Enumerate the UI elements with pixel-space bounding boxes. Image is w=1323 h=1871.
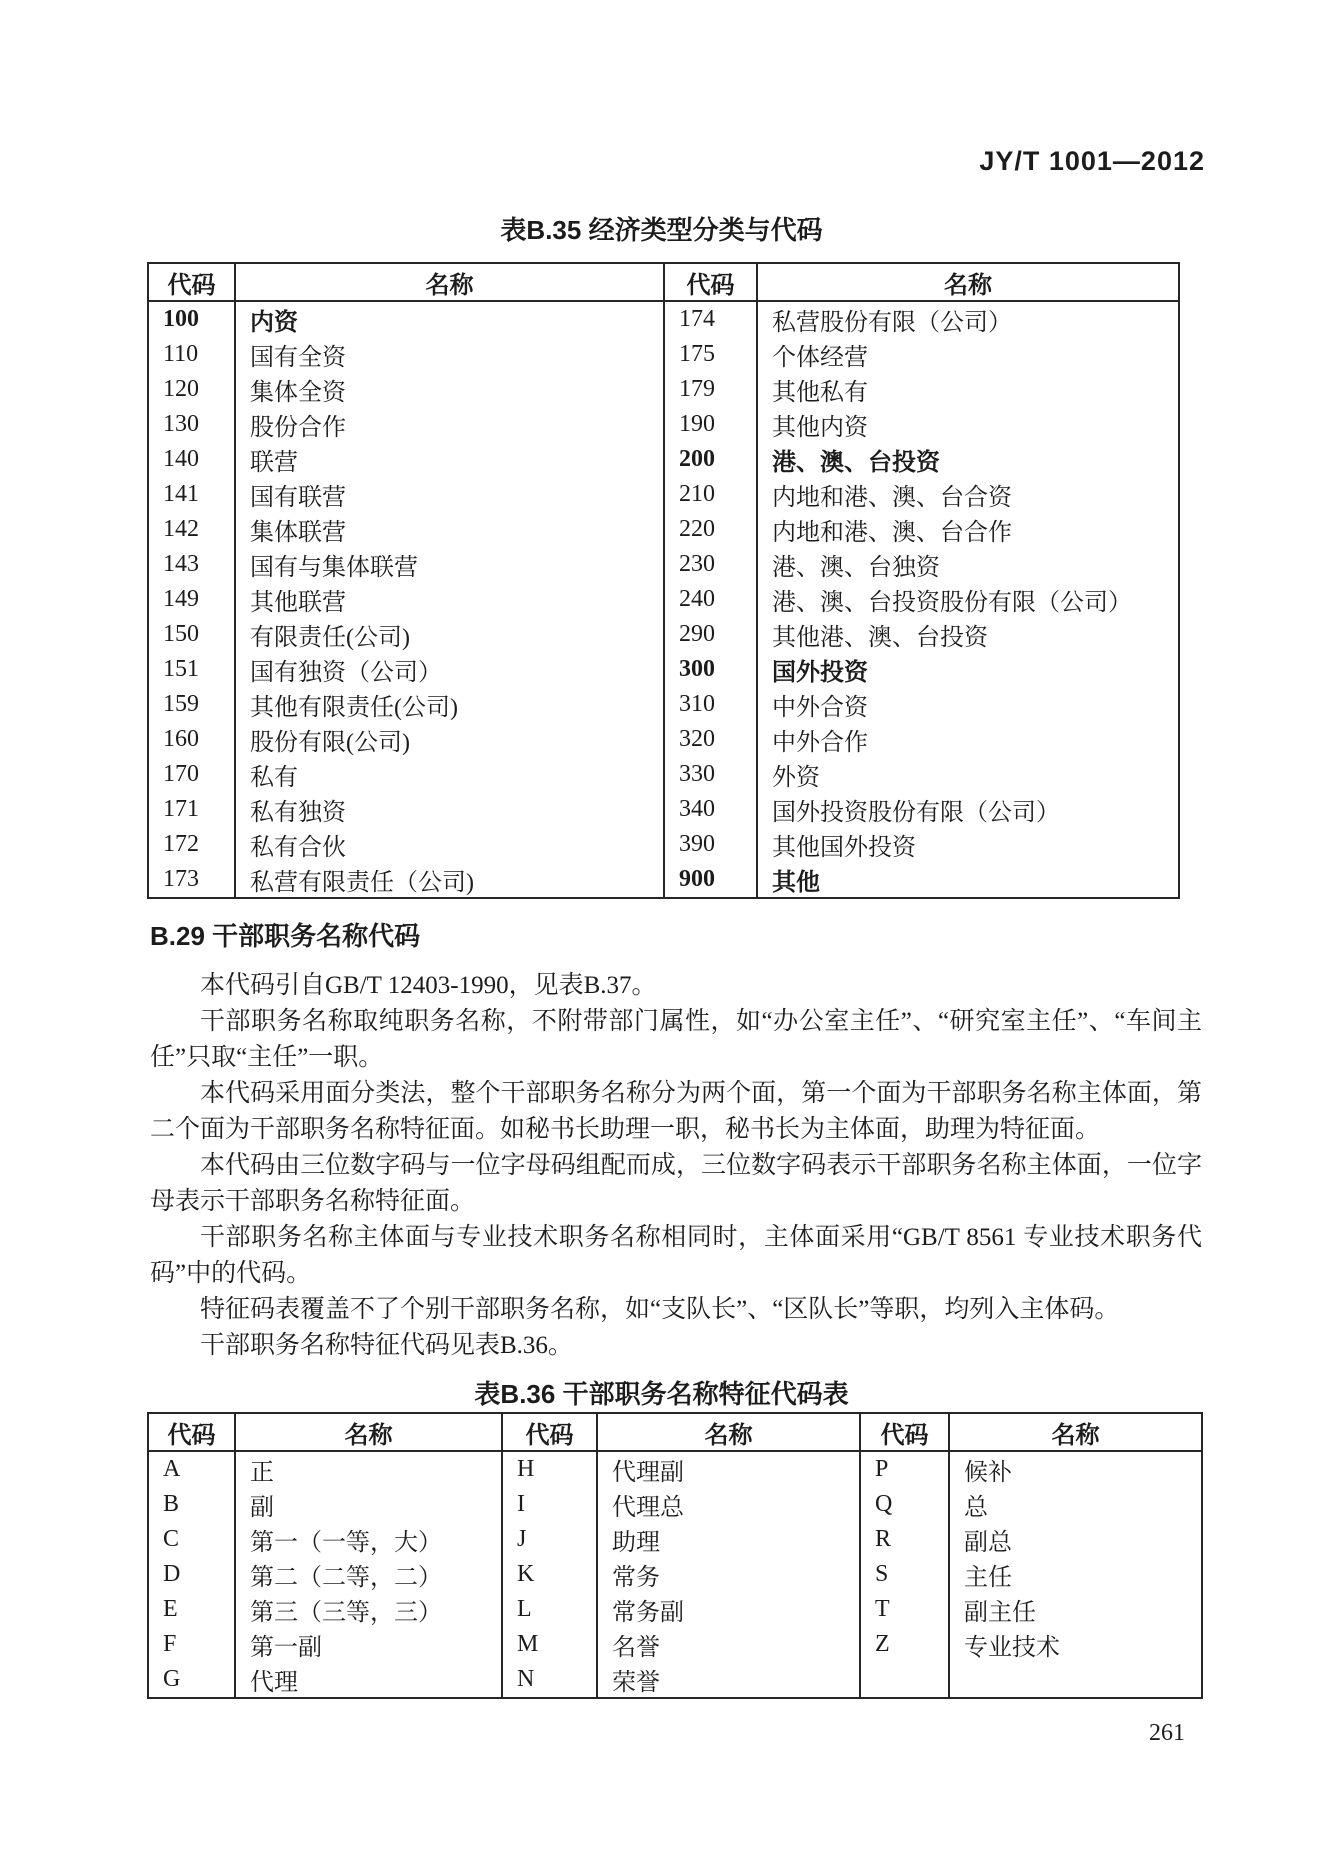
name-cell: 内地和港、澳、台合作 [757, 512, 1179, 547]
table-row [148, 1592, 1202, 1627]
name-cell: 第三（三等，三） [235, 1592, 502, 1627]
standard-number-header: JY/T 1001—2012 [979, 146, 1205, 176]
code-cell: 340 [664, 792, 757, 827]
name-cell: 代理 [235, 1662, 502, 1698]
name-cell: 其他 [757, 862, 1179, 898]
name-cell: 代理副 [597, 1451, 860, 1487]
table-row [148, 582, 1179, 617]
col-header-code: 代码 [860, 1413, 949, 1451]
code-cell: 100 [148, 301, 235, 337]
code-cell: 120 [148, 372, 235, 407]
code-cell: 150 [148, 617, 235, 652]
name-cell: 私有独资 [235, 792, 664, 827]
table-row [148, 652, 1179, 687]
name-cell: 副总 [949, 1522, 1202, 1557]
name-cell: 其他内资 [757, 407, 1179, 442]
table-row [148, 862, 1179, 898]
code-cell: 190 [664, 407, 757, 442]
name-cell: 常务 [597, 1557, 860, 1592]
table-row [148, 512, 1179, 547]
name-cell: 私营股份有限（公司） [757, 301, 1179, 337]
section-b29-paragraphs [150, 968, 1202, 1364]
col-header-code: 代码 [664, 263, 757, 301]
table-row [148, 407, 1179, 442]
name-cell: 国有独资（公司） [235, 652, 664, 687]
name-cell: 名誉 [597, 1627, 860, 1662]
name-cell: 有限责任(公司) [235, 617, 664, 652]
code-cell: D [148, 1557, 235, 1592]
code-cell: 290 [664, 617, 757, 652]
code-cell: G [148, 1662, 235, 1698]
code-cell [860, 1662, 949, 1698]
col-header-code: 代码 [502, 1413, 597, 1451]
name-cell: 国有联营 [235, 477, 664, 512]
code-cell: F [148, 1627, 235, 1662]
code-cell: B [148, 1487, 235, 1522]
code-cell: 159 [148, 687, 235, 722]
table-row [148, 827, 1179, 862]
table-row [148, 372, 1179, 407]
code-cell: 240 [664, 582, 757, 617]
code-cell: I [502, 1487, 597, 1522]
table-b36-body [148, 1451, 1202, 1698]
name-cell: 集体全资 [235, 372, 664, 407]
col-header-code: 代码 [148, 263, 235, 301]
code-cell: T [860, 1592, 949, 1627]
table-row [148, 442, 1179, 477]
name-cell: 候补 [949, 1451, 1202, 1487]
code-cell: 330 [664, 757, 757, 792]
code-cell: 220 [664, 512, 757, 547]
code-cell: 174 [664, 301, 757, 337]
table-row [148, 1662, 1202, 1698]
code-cell: 110 [148, 337, 235, 372]
table-row [148, 722, 1179, 757]
col-header-name: 名称 [235, 263, 664, 301]
name-cell: 专业技术 [949, 1627, 1202, 1662]
paragraph: 干部职务名称取纯职务名称，不附带部门属性，如“办公室主任”、“研究室主任”、“车间主任”只取“主任”一职。 [150, 1008, 1202, 1071]
col-header-name: 名称 [597, 1413, 860, 1451]
code-cell: E [148, 1592, 235, 1627]
name-cell: 港、澳、台投资 [757, 442, 1179, 477]
code-cell: 230 [664, 547, 757, 582]
code-cell: 149 [148, 582, 235, 617]
code-cell: H [502, 1451, 597, 1487]
table-row [148, 1557, 1202, 1592]
code-cell: 300 [664, 652, 757, 687]
code-cell: S [860, 1557, 949, 1592]
table-row [148, 477, 1179, 512]
code-cell: 320 [664, 722, 757, 757]
name-cell: 个体经营 [757, 337, 1179, 372]
table-b36 [147, 1412, 1203, 1699]
name-cell: 第一副 [235, 1627, 502, 1662]
table-row [148, 792, 1179, 827]
code-cell: 140 [148, 442, 235, 477]
name-cell: 荣誉 [597, 1662, 860, 1698]
name-cell: 内资 [235, 301, 664, 337]
code-cell: K [502, 1557, 597, 1592]
table-b35-title: 表B.35 经济类型分类与代码 [500, 215, 823, 245]
name-cell: 国有全资 [235, 337, 664, 372]
paragraph: 干部职务名称主体面与专业技术职务名称相同时，主体面采用“GB/T 8561 专业技术职务代码”中的代码。 [150, 1224, 1202, 1287]
name-cell: 第一（一等，大） [235, 1522, 502, 1557]
code-cell: R [860, 1522, 949, 1557]
col-header-name: 名称 [235, 1413, 502, 1451]
table-row [148, 547, 1179, 582]
table-row [148, 301, 1179, 337]
name-cell: 副 [235, 1487, 502, 1522]
name-cell: 内地和港、澳、台合资 [757, 477, 1179, 512]
name-cell: 主任 [949, 1557, 1202, 1592]
code-cell: 142 [148, 512, 235, 547]
code-cell: 172 [148, 827, 235, 862]
code-cell: 143 [148, 547, 235, 582]
code-cell: 141 [148, 477, 235, 512]
code-cell: 179 [664, 372, 757, 407]
table-row [148, 687, 1179, 722]
name-cell: 其他联营 [235, 582, 664, 617]
code-cell: 310 [664, 687, 757, 722]
code-cell: 160 [148, 722, 235, 757]
name-cell: 其他国外投资 [757, 827, 1179, 862]
code-cell: 900 [664, 862, 757, 898]
table-row [148, 1451, 1202, 1487]
name-cell: 港、澳、台投资股份有限（公司） [757, 582, 1179, 617]
name-cell: 联营 [235, 442, 664, 477]
code-cell: 175 [664, 337, 757, 372]
code-cell: 170 [148, 757, 235, 792]
col-header-name: 名称 [949, 1413, 1202, 1451]
table-row [148, 337, 1179, 372]
paragraph: 干部职务名称特征代码见表B.36。 [200, 1332, 573, 1359]
code-cell: P [860, 1451, 949, 1487]
table-row [148, 1522, 1202, 1557]
name-cell: 国有与集体联营 [235, 547, 664, 582]
name-cell [949, 1662, 1202, 1698]
name-cell: 副主任 [949, 1592, 1202, 1627]
name-cell: 股份有限(公司) [235, 722, 664, 757]
table-b35-header [148, 263, 1179, 301]
table-b36-title: 表B.36 干部职务名称特征代码表 [474, 1379, 849, 1409]
name-cell: 私有合伙 [235, 827, 664, 862]
table-b35 [147, 262, 1180, 899]
name-cell: 国外投资 [757, 652, 1179, 687]
name-cell: 常务副 [597, 1592, 860, 1627]
name-cell: 私营有限责任（公司) [235, 862, 664, 898]
col-header-code: 代码 [148, 1413, 235, 1451]
name-cell: 总 [949, 1487, 1202, 1522]
name-cell: 代理总 [597, 1487, 860, 1522]
code-cell: J [502, 1522, 597, 1557]
code-cell: M [502, 1627, 597, 1662]
code-cell: C [148, 1522, 235, 1557]
name-cell: 其他港、澳、台投资 [757, 617, 1179, 652]
code-cell: Z [860, 1627, 949, 1662]
name-cell: 正 [235, 1451, 502, 1487]
name-cell: 港、澳、台独资 [757, 547, 1179, 582]
name-cell: 私有 [235, 757, 664, 792]
code-cell: Q [860, 1487, 949, 1522]
code-cell: 173 [148, 862, 235, 898]
name-cell: 助理 [597, 1522, 860, 1557]
code-cell: A [148, 1451, 235, 1487]
table-b36-header [148, 1413, 1202, 1451]
name-cell: 集体联营 [235, 512, 664, 547]
paragraph: 本代码引自GB/T 12403-1990，见表B.37。 [200, 972, 657, 999]
paragraph: 本代码采用面分类法，整个干部职务名称分为两个面，第一个面为干部职务名称主体面，第二个面为干部职务名称特征面。如秘书长助理一职，秘书长为主体面，助理为特征面。 [150, 1080, 1202, 1143]
name-cell: 中外合资 [757, 687, 1179, 722]
table-row [148, 1487, 1202, 1522]
table-b35-body [148, 301, 1179, 898]
name-cell: 外资 [757, 757, 1179, 792]
code-cell: L [502, 1592, 597, 1627]
name-cell: 股份合作 [235, 407, 664, 442]
code-cell: N [502, 1662, 597, 1698]
code-cell: 210 [664, 477, 757, 512]
page-number: 261 [1149, 1720, 1185, 1746]
table-row [148, 617, 1179, 652]
code-cell: 390 [664, 827, 757, 862]
name-cell: 第二（二等，二） [235, 1557, 502, 1592]
name-cell: 其他有限责任(公司) [235, 687, 664, 722]
code-cell: 200 [664, 442, 757, 477]
code-cell: 130 [148, 407, 235, 442]
name-cell: 国外投资股份有限（公司） [757, 792, 1179, 827]
table-row [148, 757, 1179, 792]
code-cell: 171 [148, 792, 235, 827]
section-b29-heading: B.29 干部职务名称代码 [150, 921, 421, 951]
code-cell: 151 [148, 652, 235, 687]
table-row [148, 1627, 1202, 1662]
col-header-name: 名称 [757, 263, 1179, 301]
paragraph: 本代码由三位数字码与一位字母码组配而成，三位数字码表示干部职务名称主体面，一位字母表示干部职务名称特征面。 [150, 1152, 1202, 1215]
name-cell: 其他私有 [757, 372, 1179, 407]
name-cell: 中外合作 [757, 722, 1179, 757]
paragraph: 特征码表覆盖不了个别干部职务名称，如“支队长”、“区队长”等职，均列入主体码。 [200, 1296, 1120, 1323]
